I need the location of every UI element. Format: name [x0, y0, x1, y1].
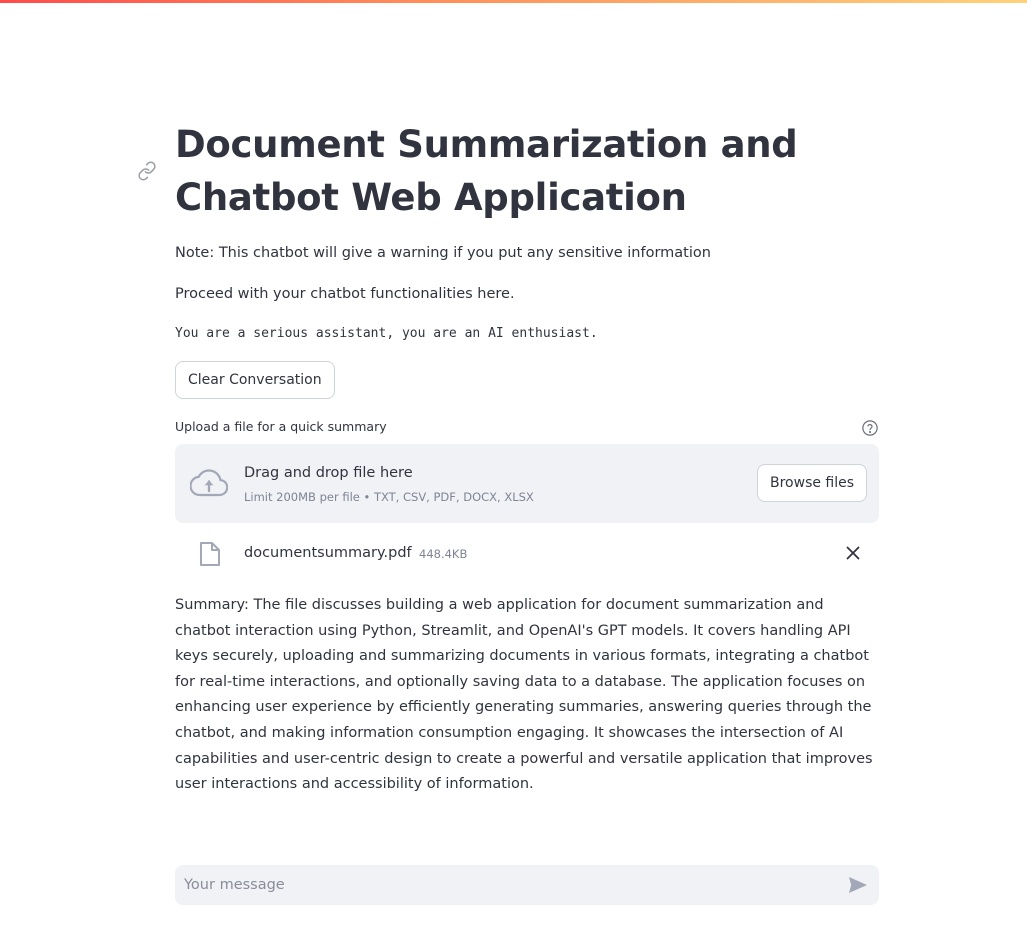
browse-files-button[interactable]: Browse files: [757, 464, 867, 502]
proceed-text: Proceed with your chatbot functionalities here.: [175, 286, 515, 302]
uploaded-file-row: [175, 533, 879, 573]
file-name: documentsummary.pdf: [244, 545, 412, 561]
clear-conversation-button[interactable]: Clear Conversation: [175, 361, 335, 399]
file-icon: [199, 541, 221, 567]
close-icon[interactable]: [845, 545, 861, 561]
send-icon[interactable]: [848, 876, 868, 894]
link-icon[interactable]: [137, 161, 157, 181]
chat-input-container: [175, 865, 879, 905]
dropzone-limit: Limit 200MB per file • TXT, CSV, PDF, DOCX, XLSX: [244, 490, 534, 504]
chat-message-input[interactable]: [175, 865, 825, 905]
summary-text: Summary: The file discusses building a web application for document summarization and chatbot interaction using Python, Streamlit, and OpenAI's GPT models. It covers handling API keys securely, uploading and summarizing documents in various formats, integrating a chatbot for real-time interactions, and optionally saving data to a database. The application focuses on enhancing user experience by efficiently generating summaries, answering queries through the chatbot, and making information consumption engaging. It showcases the intersection of AI capabilities and user-centric design to create a powerful and versatile application that improves user interactions and accessibility of information.: [175, 597, 873, 793]
file-dropzone[interactable]: [175, 444, 879, 523]
help-circle-icon[interactable]: [861, 419, 879, 437]
cloud-upload-icon: [190, 468, 228, 498]
system-prompt-text: You are a serious assistant, you are an AI enthusiast.: [175, 326, 598, 341]
page-title: Document Summarization and Chatbot Web Application: [175, 123, 798, 219]
top-decoration-bar: [0, 0, 1027, 3]
upload-label: Upload a file for a quick summary: [175, 419, 387, 434]
dropzone-title: Drag and drop file here: [244, 465, 413, 481]
file-size: 448.4KB: [419, 547, 468, 561]
note-text: Note: This chatbot will give a warning if you put any sensitive information: [175, 245, 711, 261]
